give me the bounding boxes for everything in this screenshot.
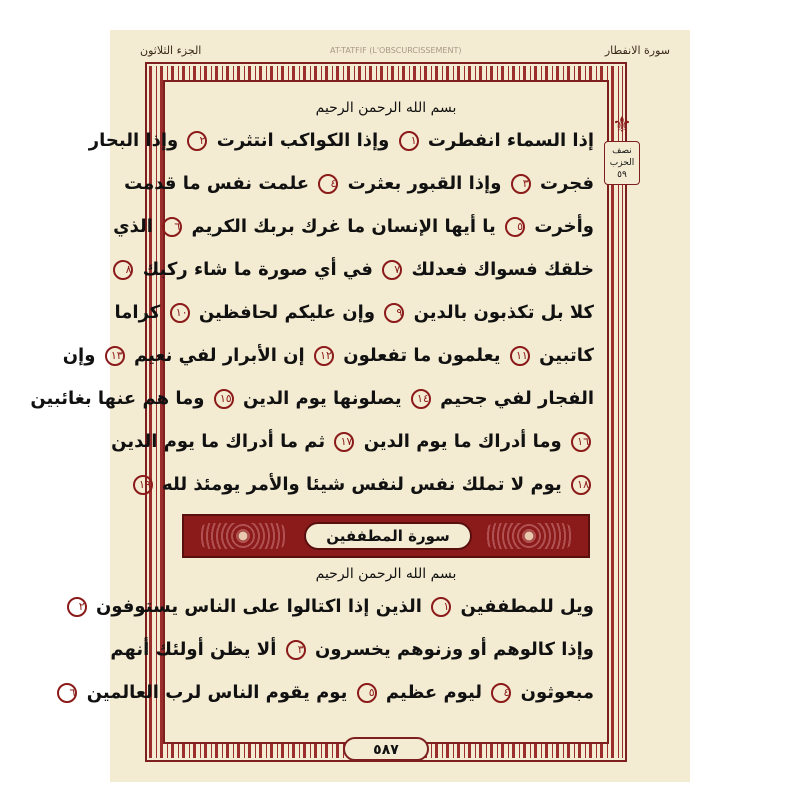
verse-text: علمت نفس ما قدمت — [124, 173, 310, 194]
verse-text: الذي — [113, 216, 153, 237]
verse-number-marker: ٤ — [491, 683, 511, 703]
verse-number-marker: ١٧ — [334, 432, 354, 452]
basmala: بسم الله الرحمن الرحيم — [315, 100, 457, 116]
hizb-number: ٥٩ — [617, 170, 627, 180]
surah-title-banner — [182, 514, 590, 558]
quran-text-area — [30, 86, 602, 738]
verse-number-marker: ٥ — [505, 217, 525, 237]
verse-text: وما هم عنها بغائبين — [30, 388, 205, 409]
hizb-label-1: نصف — [612, 146, 632, 156]
verse-number-marker: ٢ — [67, 597, 87, 617]
verse-number-marker: ٦ — [57, 683, 77, 703]
verse-text: كراما — [114, 302, 161, 323]
surah-title: سورة المطففين — [304, 522, 472, 550]
verse-number-marker: ١١ — [510, 346, 530, 366]
verse-text: الفجار لفي جحيم — [440, 388, 594, 409]
verse-text: يا أيها الإنسان ما غرك بربك الكريم — [191, 216, 496, 237]
verse-number-marker: ١٣ — [105, 346, 125, 366]
verse-text: وإذا الكواكب انتثرت — [216, 130, 390, 151]
verse-text: خلقك فسواك فعدلك — [411, 259, 594, 280]
verse-text: فجرت — [539, 173, 594, 194]
verse-text: يعلمون ما تفعلون — [343, 345, 501, 366]
verse-text: الذين إذا اكتالوا على الناس يستوفون — [95, 596, 422, 617]
verse-text: مبعوثون — [520, 682, 594, 703]
verse-text: وإن عليكم لحافظين — [198, 302, 376, 323]
banner-ornament-icon — [484, 523, 574, 549]
verse-number-marker: ٣ — [286, 640, 306, 660]
verse-number-marker: ١٩ — [133, 475, 153, 495]
verse-line — [124, 173, 594, 194]
banner-ornament-icon — [198, 523, 288, 549]
verse-text: ألا يظن أولئك أنهم — [110, 639, 277, 660]
verse-number-marker: ١٨ — [571, 475, 591, 495]
verse-text: ليوم عظيم — [385, 682, 483, 703]
verse-line — [114, 302, 594, 323]
verse-text: ثم ما أدراك ما يوم الدين — [111, 431, 326, 452]
verse-text: وما أدراك ما يوم الدين — [363, 431, 562, 452]
basmala: بسم الله الرحمن الرحيم — [315, 566, 457, 582]
verse-number-marker: ٣ — [511, 174, 531, 194]
verse-line — [30, 388, 594, 409]
juz-title: الجزء الثلاثون — [140, 44, 202, 57]
verse-line — [62, 345, 594, 366]
verse-text: يوم لا تملك نفس لنفس شيئا والأمر يومئذ لله — [162, 474, 562, 495]
page-number: ٥٨٧ — [343, 737, 429, 761]
verse-line — [139, 474, 594, 495]
hizb-label-2: الحزب — [609, 158, 635, 168]
surah-header: سورة الانفطار — [604, 44, 670, 57]
verse-number-marker: ١٢ — [314, 346, 334, 366]
verse-line — [69, 682, 594, 703]
verse-text: يوم يقوم الناس لرب العالمين — [86, 682, 348, 703]
verse-text: وإذا القبور بعثرت — [347, 173, 502, 194]
verse-number-marker: ١ — [399, 131, 419, 151]
verse-number-marker: ١٠ — [170, 303, 190, 323]
verse-line — [113, 216, 594, 237]
verse-line — [111, 431, 594, 452]
verse-line — [88, 130, 594, 151]
verse-text: ويل للمطففين — [460, 596, 594, 617]
verse-text: في أي صورة ما شاء ركبك — [142, 259, 373, 280]
verse-line — [110, 639, 594, 660]
verse-number-marker: ٥ — [357, 683, 377, 703]
verse-text: وإذا كالوهم أو وزنوهم يخسرون — [314, 639, 594, 660]
hizb-label-box — [604, 141, 640, 185]
hizb-marker — [604, 113, 640, 185]
fleur-ornament-icon: ⚜ — [612, 113, 632, 138]
verse-number-marker: ٩ — [384, 303, 404, 323]
verse-number-marker: ٦ — [162, 217, 182, 237]
verse-text: كاتبين — [539, 345, 594, 366]
verse-line — [125, 259, 594, 280]
verse-text: وأخرت — [534, 216, 594, 237]
verse-text: يصلونها يوم الدين — [243, 388, 402, 409]
verse-text: إن الأبرار لفي نعيم — [133, 345, 305, 366]
verse-number-marker: ١ — [431, 597, 451, 617]
verse-text: كلا بل تكذبون بالدين — [413, 302, 594, 323]
verse-text: وإن — [62, 345, 96, 366]
verse-number-marker: ١٤ — [411, 389, 431, 409]
verse-text: إذا السماء انفطرت — [427, 130, 594, 151]
verse-number-marker: ٨ — [113, 260, 133, 280]
verse-line — [78, 596, 594, 617]
verse-text: وإذا البحار — [88, 130, 179, 151]
verse-number-marker: ٤ — [318, 174, 338, 194]
verse-number-marker: ١٦ — [571, 432, 591, 452]
verse-number-marker: ١٥ — [214, 389, 234, 409]
faint-translation-header: AT-TATFIF (L'OBSCURCISSEMENT) — [330, 46, 462, 55]
verse-number-marker: ٢ — [187, 131, 207, 151]
verse-number-marker: ٧ — [382, 260, 402, 280]
